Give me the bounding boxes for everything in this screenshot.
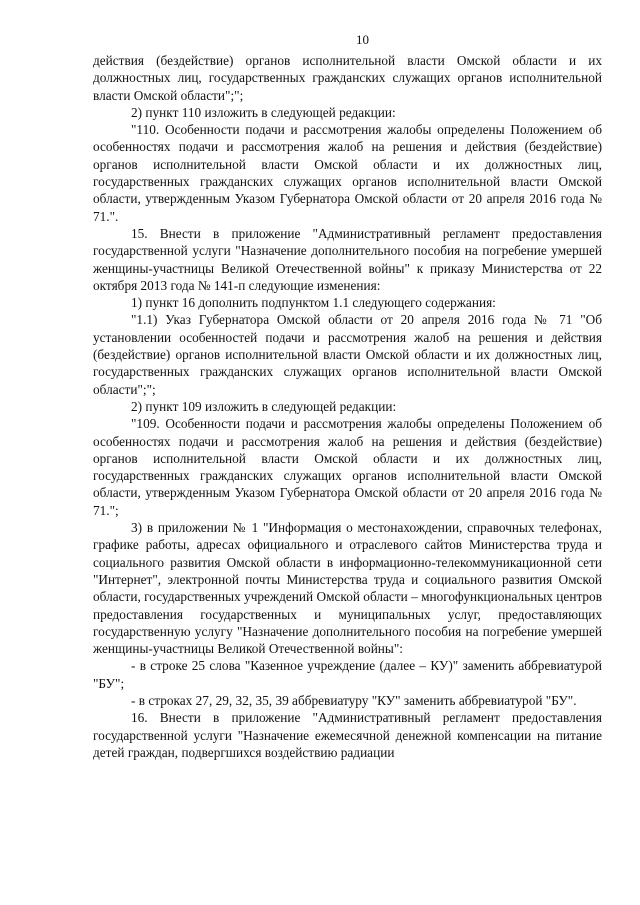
paragraph: "110. Особенности подачи и рассмотрения жалобы определены Положением об особенностях подачи и рассмотрения жалоб на решения и действия (бездействие) органов исполнительной власти Омской области и их должностных лиц, государственных гражданских служащих органов исполнительной власти Омской области, утвержденным Указом Губернатора Омской области от 20 апреля 2016 года № 71.". [93, 122, 602, 224]
page-number: 10 [356, 32, 369, 47]
paragraph: 2) пункт 109 изложить в следующей редакции: [131, 398, 397, 414]
paragraph: действия (бездействие) органов исполнительной власти Омской области и их должностных лиц, государственных гражданских служащих органов исполнительной власти Омской области";"; [93, 53, 602, 103]
paragraph: "109. Особенности подачи и рассмотрения жалобы определены Положением об особенностях подачи и рассмотрения жалоб на решения и действия (бездействие) органов исполнительной власти Омской области и их должностных лиц, государственных гражданских служащих органов исполнительной власти Омской области, утвержденным Указом Губернатора Омской области от 20 апреля 2016 года № 71."; [93, 416, 602, 518]
paragraph: - в строке 25 слова "Казенное учреждение (далее – КУ)" заменить аббревиатурой "БУ"; [93, 658, 602, 691]
paragraph: 2) пункт 110 изложить в следующей редакции: [131, 104, 396, 120]
paragraph: 1) пункт 16 дополнить подпунктом 1.1 следующего содержания: [131, 295, 496, 311]
paragraph: 3) в приложении № 1 "Информация о местонахождении, справочных телефонах, графике работы, адресах официального и отраслевого сайтов Министерства труда и социального развития Омской области в информационно-телекоммуникационной сети "Интернет", электронной почты Министерства труда и социального развития Омской области, государственных учреждений Омской области – многофункциональных центров предоставления государственных и муниципальных услуг, предоставляющих государственную услугу "Назначение дополнительного пособия на погребение умершей женщины-участницы Великой Отечественной войны": [93, 520, 602, 657]
paragraph: 16. Внести в приложение "Административный регламент предоставления государственной услуги "Назначение ежемесячной денежной компенсации на питание детей граждан, подвергшихся воздействию радиации [93, 710, 602, 760]
document-body [93, 52, 602, 761]
paragraph: "1.1) Указ Губернатора Омской области от 20 апреля 2016 года № 71 "Об установлении особенностей подачи и рассмотрения жалоб на решения и действия (бездействие) органов исполнительной власти Омской области и их должностных лиц, государственных гражданских служащих органов исполнительной власти Омской области";"; [93, 312, 602, 397]
paragraph: - в строках 27, 29, 32, 35, 39 аббревиатуру "КУ" заменить аббревиатурой "БУ". [131, 692, 577, 708]
paragraph: 15. Внести в приложение "Административный регламент предоставления государственной услуги "Назначение дополнительного пособия на погребение умершей женщины-участницы Великой Отечественной войны" к приказу Министерства от 22 октября 2013 года № 141-п следующие изменения: [93, 225, 602, 293]
